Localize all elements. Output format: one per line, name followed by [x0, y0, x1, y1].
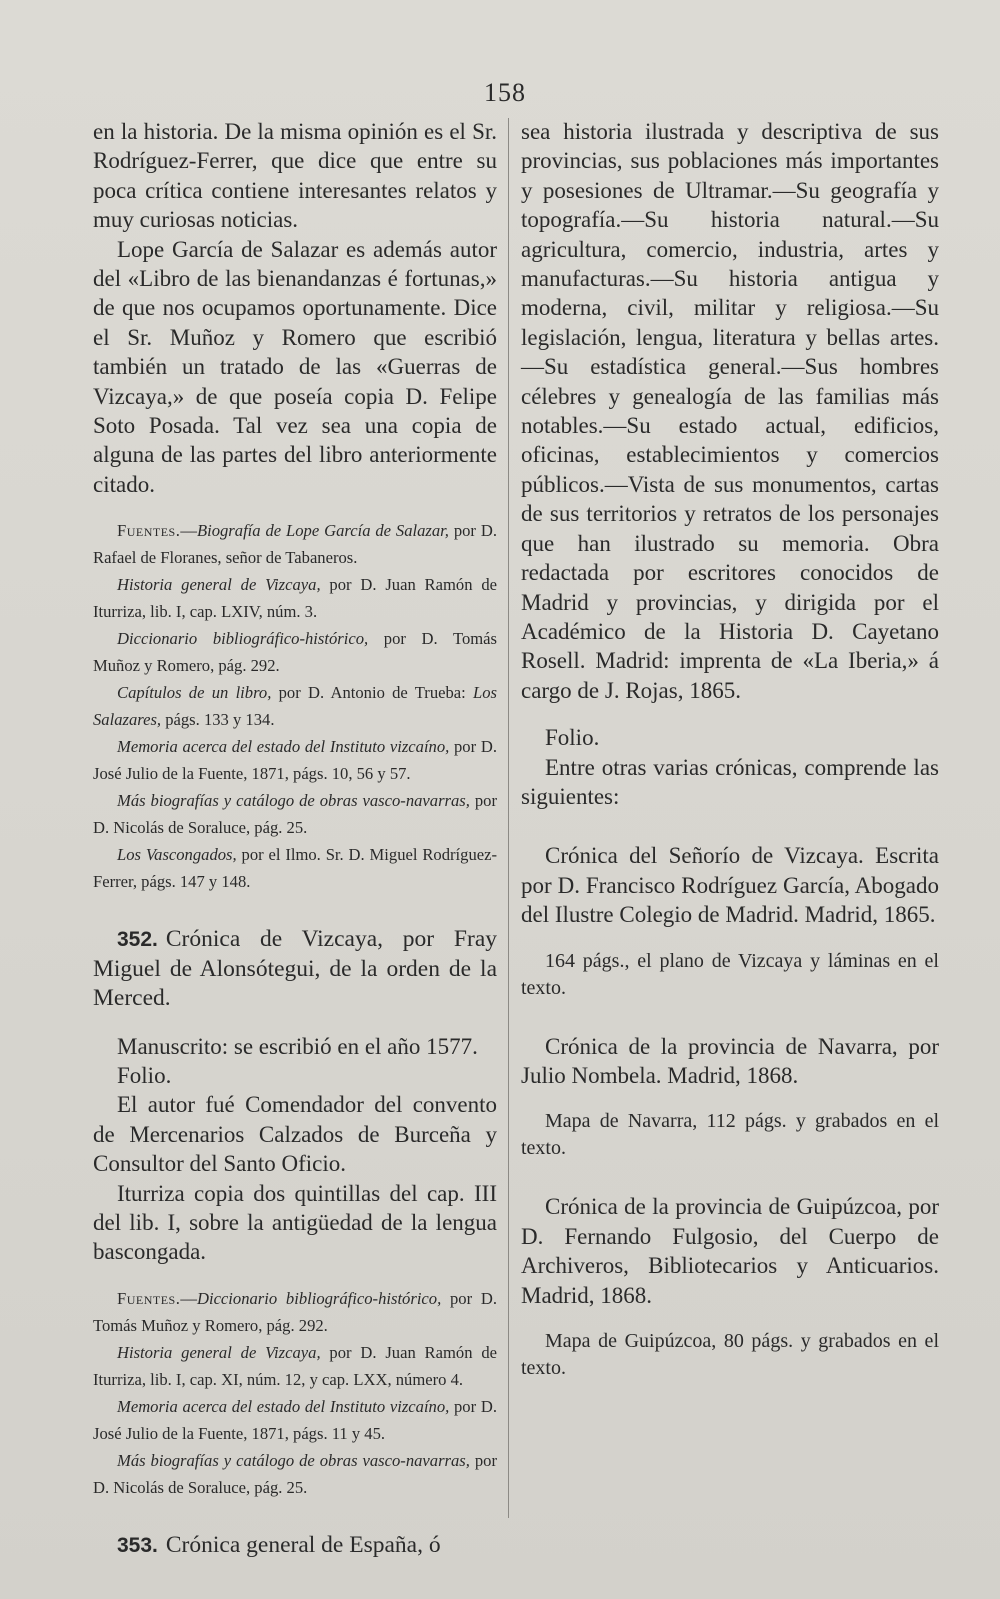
entry-353-heading: 353. Crónica general de España, ó — [117, 1531, 441, 1558]
paragraph: Folio. — [545, 725, 600, 751]
chronicle-entry: Crónica de la provincia de Navarra, por Julio Nombela. Madrid, 1868. — [521, 1033, 939, 1088]
entry-352-heading: 352. Crónica de Vizcaya, por Fray Miguel de Alonsótegui, de la orden de la Merced. — [93, 926, 497, 1012]
paragraph: Folio. — [117, 1062, 172, 1088]
page-number: 158 — [484, 78, 526, 107]
entry-number: 353. — [117, 1533, 158, 1557]
paragraph: Entre otras varias crónicas, comprende las siguientes: — [521, 754, 939, 809]
source-entry: Fuentes.—Diccionario bibliográfico-histórico, por D. Tomás Muñoz y Romero, pág. 292. — [93, 1288, 497, 1335]
chronicle-note: Mapa de Navarra, 112 págs. y grabados en el texto. — [521, 1110, 939, 1160]
sources-block — [93, 517, 497, 895]
source-entry: Los Vascongados, por el Ilmo. Sr. D. Miguel Rodríguez-Ferrer, págs. 147 y 148. — [93, 845, 497, 892]
sources-label: Fuentes. — [117, 1288, 181, 1308]
column-divider — [508, 118, 509, 1518]
chronicle-note: Mapa de Guipúzcoa, 80 págs. y grabados en el texto. — [521, 1330, 939, 1379]
chronicle-entry: Crónica del Señorío de Vizcaya. Escrita por D. Francisco Rodríguez García, Abogado del Ilustre Colegio de Madrid. Madrid, 1865. — [521, 843, 939, 928]
source-entry: Diccionario bibliográfico-histórico, por D. Tomás Muñoz y Romero, pág. 292. — [93, 629, 497, 676]
right-column — [521, 117, 939, 1382]
source-entry: Memoria acerca del estado del Instituto vizcaíno, por D. José Julio de la Fuente, 1871, págs. 11 y 45. — [93, 1396, 497, 1443]
paragraph: Iturriza copia dos quintillas del cap. III del lib. I, sobre la antigüedad de la lengua bascongada. — [93, 1180, 497, 1265]
chronicle-note: 164 págs., el plano de Vizcaya y láminas en el texto. — [521, 949, 939, 999]
sources-block — [93, 1285, 497, 1501]
entry-number: 352. — [117, 928, 158, 952]
paragraph: El autor fué Comendador del convento de Mercenarios Calzados de Burceña y Consultor del Santo Oficio. — [93, 1092, 497, 1177]
chronicle-entry: Crónica de la provincia de Guipúzcoa, por D. Fernando Fulgosio, del Cuerpo de Archiveros, Bibliotecarios y Anticuarios. Madrid, 1868. — [521, 1194, 939, 1308]
source-entry: Fuentes.—Biografía de Lope García de Salazar, por D. Rafael de Floranes, señor de Tabaneros. — [93, 521, 497, 568]
paragraph: Lope García de Salazar es además autor del «Libro de las bienandanzas é fortunas,» de que nos ocupamos oportunamente. Dice el Sr. Muñoz y Romero que escribió también un tratado de las «Guerras de Vizcaya,» de que poseía copia D. Felipe Soto Posada. Tal vez sea una copia de alguna de las partes del libro anteriormente citado. — [93, 236, 497, 497]
sources-label: Fuentes. — [117, 521, 181, 541]
paragraph: sea historia ilustrada y descriptiva de sus provincias, sus poblaciones más importantes y posesiones de Ultramar.—Su geografía y topografía.—Su historia natural.—Su agricultura, comercio, industria, artes y manufacturas.—Su historia antigua y moderna, civil, militar y religiosa.—Su legislación, lengua, literatura y bellas artes.—Su estadística general.—Sus hombres célebres y genealogía de las familias más notables.—Su estado actual, edificios, oficinas, establecimientos y comercios públicos.—Vista de sus monumentos, cartas de sus territorios y retratos de los personajes que han ilustrado su memoria. Obra redactada por escritores conocidos de Madrid y provincias, y dirigida por el Académico de la Historia D. Cayetano Rosell. Madrid: imprenta de «La Iberia,» á cargo de J. Rojas, 1865. — [521, 119, 939, 703]
left-column — [93, 117, 497, 1560]
source-entry: Más biografías y catálogo de obras vasco-navarras, por D. Nicolás de Soraluce, pág. 25. — [93, 1450, 497, 1497]
source-entry: Más biografías y catálogo de obras vasco-navarras, por D. Nicolás de Soraluce, pág. 25. — [93, 791, 497, 838]
paragraph: Manuscrito: se escribió en el año 1577. — [117, 1033, 478, 1059]
source-entry: Capítulos de un libro, por D. Antonio de Trueba: Los Salazares, págs. 133 y 134. — [93, 683, 497, 730]
paragraph: en la historia. De la misma opinión es el Sr. Rodríguez-Ferrer, que dice que entre su poca crítica contiene interesantes relatos y muy curiosas noticias. — [93, 119, 497, 233]
source-entry: Memoria acerca del estado del Instituto vizcaíno, por D. José Julio de la Fuente, 1871, págs. 10, 56 y 57. — [93, 737, 497, 784]
source-entry: Historia general de Vizcaya, por D. Juan Ramón de Iturriza, lib. I, cap. XI, núm. 12, y cap. LXX, número 4. — [93, 1342, 497, 1389]
source-entry: Historia general de Vizcaya, por D. Juan Ramón de Iturriza, lib. I, cap. LXIV, núm. 3. — [93, 575, 497, 622]
